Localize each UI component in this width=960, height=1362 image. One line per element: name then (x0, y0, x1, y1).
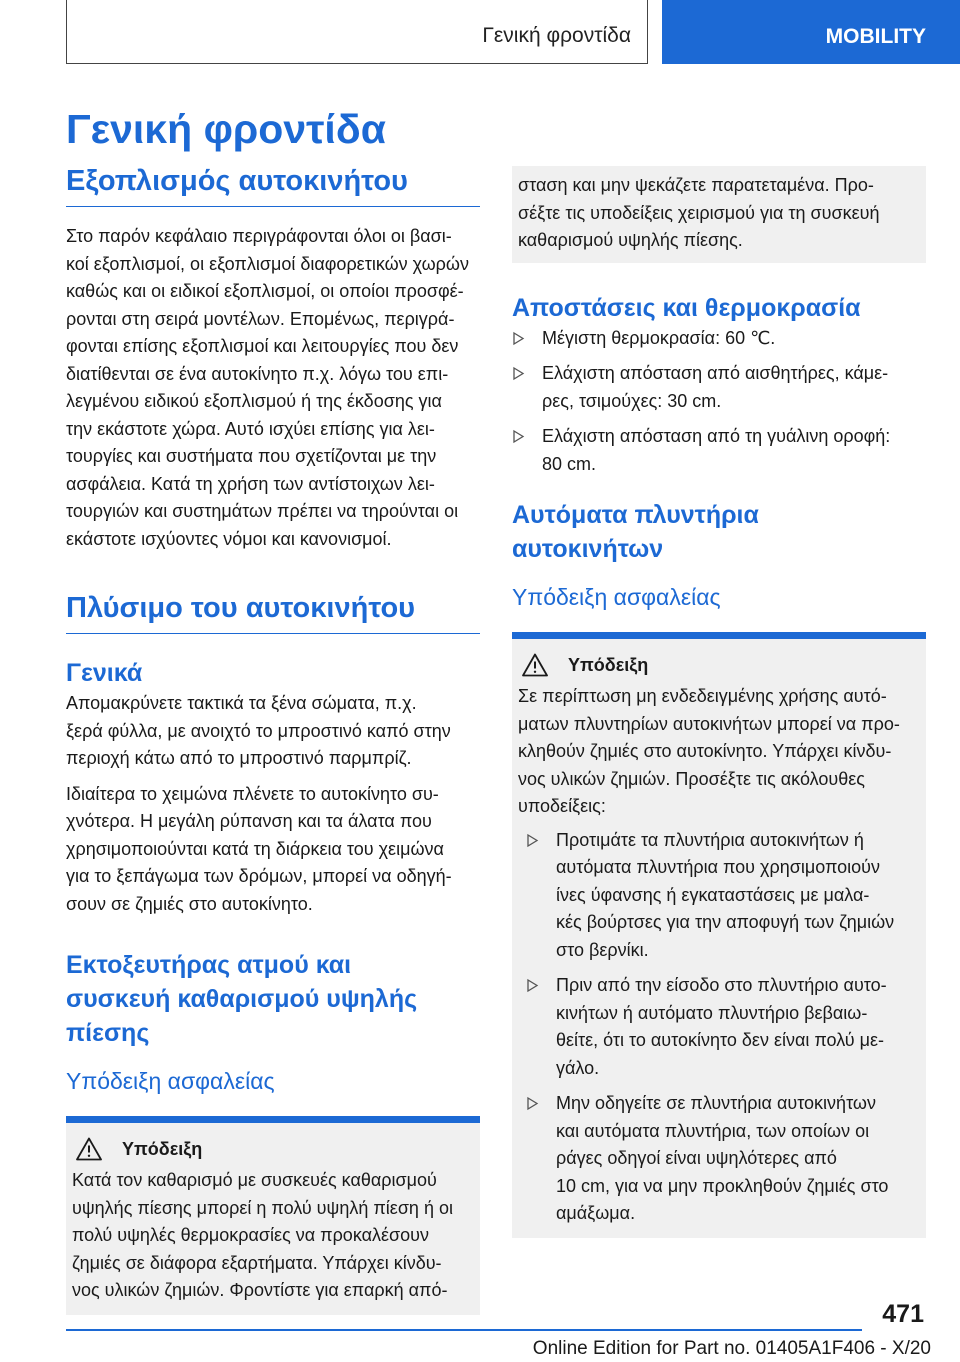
car-wash-safety-heading: Υπόδειξη ασφαλείας (512, 584, 721, 610)
list-item: Πριν από την είσοδο στο πλυντήριο αυτο‐ κινήτων ή αυτόματο πλυντήριο βεβαιω‐ θείτε, ότι το αυτοκίνητο δεν είναι πολύ με‐ γάλο. (512, 972, 926, 1082)
left-column (66, 162, 480, 1315)
list-item: Προτιμάτε τα πλυντήρια αυτοκινήτων ή αυτόματα πλυντήρια που χρησιμοποιούν ίνες ύφανσης ή εγκαταστάσεις με μαλα‐ κές βούρτσες για την αποφυγή των ζημιών στο βερνίκι. (512, 827, 926, 965)
distances-heading: Αποστάσεις και θερμοκρασία (512, 293, 861, 322)
page-title: Γενική φροντίδα (66, 106, 386, 152)
washing-heading: Πλύσιμο του αυτοκινήτου (66, 589, 480, 634)
chapter-tab (662, 0, 960, 64)
car-wash-list (512, 827, 926, 1228)
notice-title: Υπόδειξη (568, 654, 649, 675)
steam-safety-heading: Υπόδειξη ασφαλείας (66, 1068, 275, 1094)
steam-cleaner-heading: Εκτοξευτήρας ατμού και συσκευή καθαρισμού υψηλής πίεσης (66, 951, 418, 1047)
chapter-tab-label: MOBILITY (825, 25, 926, 48)
edition-footer: Online Edition for Part no. 01405A1F406 - X/20 (532, 1338, 931, 1359)
washing-paragraph-1: Απομακρύνετε τακτικά τα ξένα σώματα, π.χ. ξερά φύλλα, με ανοιχτό το μπροστινό καπό στην περιοχή κάτω από το μπροστινό παρμπρίζ. (66, 693, 451, 768)
section-tab-label: Γενική φροντίδα (482, 24, 631, 47)
bullet-triangle-icon (526, 972, 540, 999)
car-wash-heading: Αυτόματα πλυντήρια αυτοκινήτων (512, 501, 759, 563)
steam-notice-continued: σταση και μην ψεκάζετε παρατεταμένα. Προ‐ σέξτε τις υποδείξεις χειρισμού για τη συσκευή καθαρισμού υψηλής πίεσης. (512, 166, 926, 263)
bullet-triangle-icon (526, 1090, 540, 1117)
equipment-heading: Εξοπλισμός αυτοκινήτου (66, 162, 480, 207)
page-number: 471 (882, 1300, 924, 1328)
right-column (512, 166, 926, 1238)
list-item: Ελάχιστη απόσταση από αισθητήρες, κάμε‐ ρες, τσιμούχες: 30 cm. (512, 360, 926, 415)
list-item: Μην οδηγείτε σε πλυντήρια αυτοκινήτων και αυτόματα πλυντήρια, των οποίων οι ράγες οδηγοί είναι υψηλότερες από 10 cm, για να μην προκληθούν ζημιές στο αμάξωμα. (512, 1090, 926, 1228)
car-wash-notice-text: Σε περίπτωση μη ενδεδειγμένης χρήσης αυτό‐ ματων πλυντηρίων αυτοκινήτων μπορεί να προ‐ κληθούν ζημιές στο αυτοκίνητο. Υπάρχει κίνδυ‐ νος υλικών ζημιών. Προσέξτε τις ακόλουθες υποδείξεις: (518, 686, 900, 816)
bullet-triangle-icon (512, 325, 526, 352)
steam-notice-box (66, 1116, 480, 1315)
list-item: Ελάχιστη απόσταση από τη γυάλινη οροφή: 80 cm. (512, 423, 926, 478)
warning-icon (522, 653, 548, 677)
section-tab (66, 0, 648, 64)
general-heading: Γενικά (66, 659, 143, 687)
bullet-triangle-icon (512, 423, 526, 450)
distances-list (512, 325, 926, 479)
warning-icon (76, 1137, 102, 1161)
equipment-paragraph: Στο παρόν κεφάλαιο περιγράφονται όλοι οι βασι‐ κοί εξοπλισμοί, οι εξοπλισμοί διαφορετικών χωρών καθώς και οι ειδικοί εξοπλισμοί, οι οποίοι προσφέ‐ ρονται στη σειρά μοντέλων. Επομένως, περιγρά‐ φονται επίσης εξοπλισμοί και λειτουργίες που δεν διατίθενται σε ένα αυτοκίνητο π.χ. λόγω του επι‐ λεγμένου ειδικού εξοπλισμού ή της έκδοσης για την εκάστοτε χώρα. Αυτό ισχύει επίσης για λει‐ τουργίες και συστήματα που σχετίζονται με την ασφάλεια. Κατά τη χρήση των αντίστοιχων λει‐ τουργιών και συστημάτων πρέπει να τηρούνται οι εκάστοτε ισχύοντες νόμοι και κανονισμοί. (66, 226, 469, 549)
bullet-triangle-icon (512, 360, 526, 387)
steam-notice-text: Κατά τον καθαρισμό με συσκευές καθαρισμού υψηλής πίεσης μπορεί η πολύ υψηλή πίεση ή οι πολύ υψηλές θερμοκρασίες να προκαλέσουν ζημιές σε διάφορα εξαρτήματα. Υπάρχει κίνδυ‐ νος υλικών ζημιών. Φροντίστε για επαρκή από‐ (72, 1170, 453, 1300)
list-item: Μέγιστη θερμοκρασία: 60 ℃. (512, 325, 926, 353)
notice-title: Υπόδειξη (122, 1138, 203, 1159)
bullet-triangle-icon (526, 827, 540, 854)
footer-divider (66, 1329, 862, 1331)
washing-paragraph-2: Ιδιαίτερα το χειμώνα πλένετε το αυτοκίνητο συ‐ χνότερα. Η μεγάλη ρύπανση και τα άλατα που χρησιμοποιούνται κατά τη διάρκεια του χειμώνα για το ξεπάγωμα των δρόμων, μπορεί να οδηγή‐ σουν σε ζημιές στο αυτοκίνητο. (66, 783, 452, 914)
car-wash-notice-box (512, 632, 926, 1238)
